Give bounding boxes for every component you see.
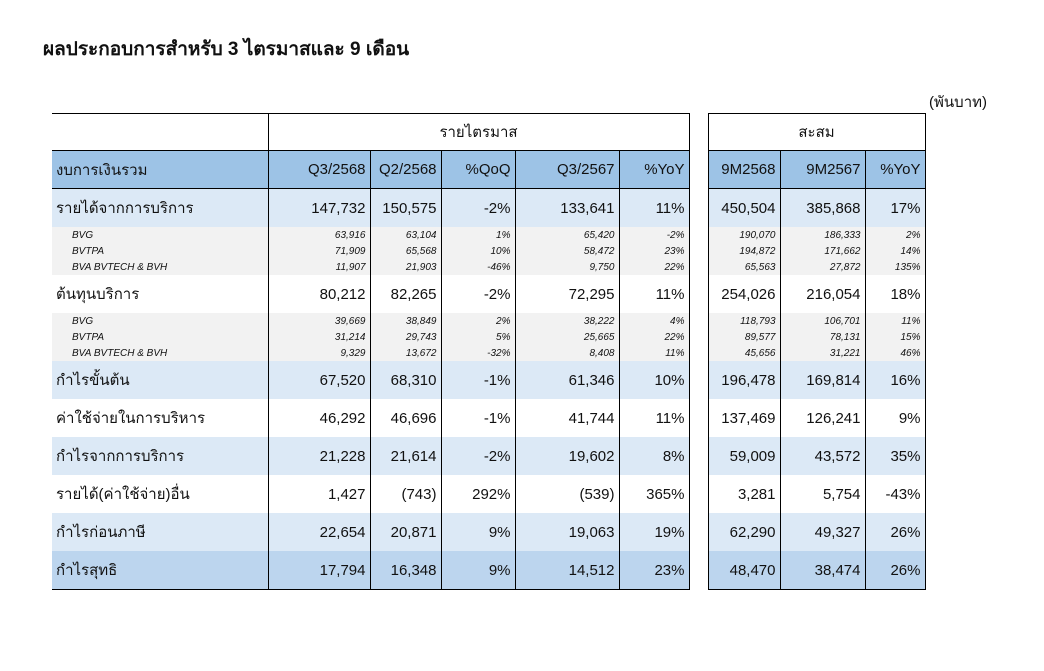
cell-yoy: -2% (619, 227, 689, 243)
cell-9m2568: 190,070 (708, 227, 780, 243)
cell-9m2567: 49,327 (780, 513, 865, 551)
cell-q3-2567: 58,472 (515, 243, 619, 259)
cell-qoq: -2% (441, 437, 515, 475)
column-header-yoy: %YoY (619, 151, 689, 189)
column-header-q3-2568: Q3/2568 (268, 151, 370, 189)
group-header-row (52, 114, 925, 151)
cell-q2-2568: 16,348 (370, 551, 441, 590)
cell-yoy: 11% (619, 275, 689, 313)
row-label: ต้นทุนบริการ (52, 275, 268, 313)
cell-qoq: -2% (441, 189, 515, 228)
cell-qoq: -32% (441, 345, 515, 361)
cell-qoq: 5% (441, 329, 515, 345)
cell-9m2568: 137,469 (708, 399, 780, 437)
cell-q3-2568: 63,916 (268, 227, 370, 243)
cell-q3-2567: 14,512 (515, 551, 619, 590)
cell-q2-2568: 13,672 (370, 345, 441, 361)
row-label: BVA BVTECH & BVH (52, 345, 268, 361)
row-label: รายได้(ค่าใช้จ่าย)อื่น (52, 475, 268, 513)
cell-9m2568: 45,656 (708, 345, 780, 361)
cell-q3-2568: 21,228 (268, 437, 370, 475)
cell-q3-2567: 38,222 (515, 313, 619, 329)
row-label: BVG (52, 313, 268, 329)
column-header-row (52, 151, 925, 189)
cell-yoy: 4% (619, 313, 689, 329)
cell-9m2567: 43,572 (780, 437, 865, 475)
cell-q3-2568: 67,520 (268, 361, 370, 399)
cell-q2-2568: 82,265 (370, 275, 441, 313)
cell-9m2568: 118,793 (708, 313, 780, 329)
column-header-qoq: %QoQ (441, 151, 515, 189)
cell-yoy: 19% (619, 513, 689, 551)
cell-q3-2568: 1,427 (268, 475, 370, 513)
cell-qoq: 9% (441, 551, 515, 590)
cell-cum-yoy: 26% (865, 551, 925, 590)
cell-yoy: 11% (619, 345, 689, 361)
row-label: BVA BVTECH & BVH (52, 259, 268, 275)
cell-9m2567: 169,814 (780, 361, 865, 399)
cell-q3-2568: 9,329 (268, 345, 370, 361)
cell-9m2567: 38,474 (780, 551, 865, 590)
cell-cum-yoy: 17% (865, 189, 925, 228)
column-header-9m2568: 9M2568 (708, 151, 780, 189)
cell-q3-2567: 19,063 (515, 513, 619, 551)
cell-q3-2567: 41,744 (515, 399, 619, 437)
cell-q2-2568: 150,575 (370, 189, 441, 228)
cell-q2-2568: 46,696 (370, 399, 441, 437)
cell-q3-2568: 80,212 (268, 275, 370, 313)
cell-q2-2568: 20,871 (370, 513, 441, 551)
cumulative-group-header: สะสม (708, 114, 925, 151)
cell-qoq: 292% (441, 475, 515, 513)
table-row (52, 475, 925, 513)
cell-qoq: -1% (441, 361, 515, 399)
cell-yoy: 23% (619, 551, 689, 590)
cell-9m2568: 194,872 (708, 243, 780, 259)
column-header-9m2567: 9M2567 (780, 151, 865, 189)
table-row (52, 361, 925, 399)
cell-yoy: 23% (619, 243, 689, 259)
cell-yoy: 22% (619, 329, 689, 345)
cell-q3-2567: 133,641 (515, 189, 619, 228)
page-title: ผลประกอบการสำหรับ 3 ไตรมาสและ 9 เดือน (43, 39, 410, 60)
column-header-label: งบการเงินรวม (52, 151, 268, 189)
table-row (52, 513, 925, 551)
cell-cum-yoy: 15% (865, 329, 925, 345)
cell-9m2568: 3,281 (708, 475, 780, 513)
cell-9m2567: 186,333 (780, 227, 865, 243)
cell-yoy: 11% (619, 189, 689, 228)
cell-q3-2568: 46,292 (268, 399, 370, 437)
cell-cum-yoy: 18% (865, 275, 925, 313)
table-row (52, 437, 925, 475)
cell-qoq: 1% (441, 227, 515, 243)
row-label: BVTPA (52, 243, 268, 259)
cell-9m2568: 196,478 (708, 361, 780, 399)
cell-qoq: 10% (441, 243, 515, 259)
cell-cum-yoy: 14% (865, 243, 925, 259)
row-label: กำไรสุทธิ (52, 551, 268, 590)
table-sub-row (52, 243, 925, 259)
row-label: รายได้จากการบริการ (52, 189, 268, 228)
cell-q3-2567: 72,295 (515, 275, 619, 313)
column-header-q3-2567: Q3/2567 (515, 151, 619, 189)
table-row (52, 551, 925, 590)
cell-q3-2568: 71,909 (268, 243, 370, 259)
cell-9m2568: 62,290 (708, 513, 780, 551)
table-sub-row (52, 329, 925, 345)
column-header-cum-yoy: %YoY (865, 151, 925, 189)
cell-q2-2568: 21,903 (370, 259, 441, 275)
row-label: กำไรก่อนภาษี (52, 513, 268, 551)
cell-q2-2568: 63,104 (370, 227, 441, 243)
cell-q2-2568: (743) (370, 475, 441, 513)
cell-q3-2568: 11,907 (268, 259, 370, 275)
table-row (52, 189, 925, 228)
cell-cum-yoy: 9% (865, 399, 925, 437)
cell-q3-2567: 65,420 (515, 227, 619, 243)
cell-q2-2568: 29,743 (370, 329, 441, 345)
cell-9m2568: 48,470 (708, 551, 780, 590)
row-label: กำไรจากการบริการ (52, 437, 268, 475)
cell-q3-2568: 39,669 (268, 313, 370, 329)
cell-9m2567: 5,754 (780, 475, 865, 513)
cell-9m2567: 385,868 (780, 189, 865, 228)
cell-qoq: 2% (441, 313, 515, 329)
cell-9m2567: 126,241 (780, 399, 865, 437)
cell-qoq: -46% (441, 259, 515, 275)
cell-9m2568: 89,577 (708, 329, 780, 345)
cell-cum-yoy: 2% (865, 227, 925, 243)
cell-q2-2568: 68,310 (370, 361, 441, 399)
cell-q3-2568: 22,654 (268, 513, 370, 551)
table-sub-row (52, 227, 925, 243)
cell-9m2567: 27,872 (780, 259, 865, 275)
row-label: กำไรขั้นต้น (52, 361, 268, 399)
cell-9m2567: 31,221 (780, 345, 865, 361)
row-label: BVTPA (52, 329, 268, 345)
cell-q3-2567: 9,750 (515, 259, 619, 275)
cell-q3-2568: 147,732 (268, 189, 370, 228)
cell-q3-2568: 31,214 (268, 329, 370, 345)
cell-cum-yoy: 35% (865, 437, 925, 475)
financial-results-table (52, 113, 926, 590)
cell-9m2567: 106,701 (780, 313, 865, 329)
row-label: BVG (52, 227, 268, 243)
cell-cum-yoy: 11% (865, 313, 925, 329)
cell-9m2567: 78,131 (780, 329, 865, 345)
cell-9m2567: 171,662 (780, 243, 865, 259)
table-row (52, 399, 925, 437)
quarter-group-header: รายไตรมาส (268, 114, 689, 151)
cell-yoy: 22% (619, 259, 689, 275)
cell-yoy: 10% (619, 361, 689, 399)
unit-label: (พันบาท) (929, 94, 987, 111)
cell-qoq: -2% (441, 275, 515, 313)
cell-q3-2568: 17,794 (268, 551, 370, 590)
cell-cum-yoy: 16% (865, 361, 925, 399)
table-sub-row (52, 313, 925, 329)
cell-qoq: 9% (441, 513, 515, 551)
table-sub-row (52, 345, 925, 361)
cell-yoy: 11% (619, 399, 689, 437)
column-header-q2-2568: Q2/2568 (370, 151, 441, 189)
cell-9m2568: 254,026 (708, 275, 780, 313)
cell-cum-yoy: 46% (865, 345, 925, 361)
cell-cum-yoy: -43% (865, 475, 925, 513)
table-row (52, 275, 925, 313)
cell-yoy: 8% (619, 437, 689, 475)
cell-yoy: 365% (619, 475, 689, 513)
cell-q3-2567: 19,602 (515, 437, 619, 475)
cell-q3-2567: (539) (515, 475, 619, 513)
cell-q3-2567: 61,346 (515, 361, 619, 399)
cell-q2-2568: 38,849 (370, 313, 441, 329)
cell-q3-2567: 8,408 (515, 345, 619, 361)
cell-9m2567: 216,054 (780, 275, 865, 313)
cell-q2-2568: 21,614 (370, 437, 441, 475)
cell-cum-yoy: 135% (865, 259, 925, 275)
cell-9m2568: 59,009 (708, 437, 780, 475)
cell-cum-yoy: 26% (865, 513, 925, 551)
table-sub-row (52, 259, 925, 275)
cell-q3-2567: 25,665 (515, 329, 619, 345)
cell-9m2568: 65,563 (708, 259, 780, 275)
cell-9m2568: 450,504 (708, 189, 780, 228)
cell-q2-2568: 65,568 (370, 243, 441, 259)
row-label: ค่าใช้จ่ายในการบริหาร (52, 399, 268, 437)
cell-qoq: -1% (441, 399, 515, 437)
